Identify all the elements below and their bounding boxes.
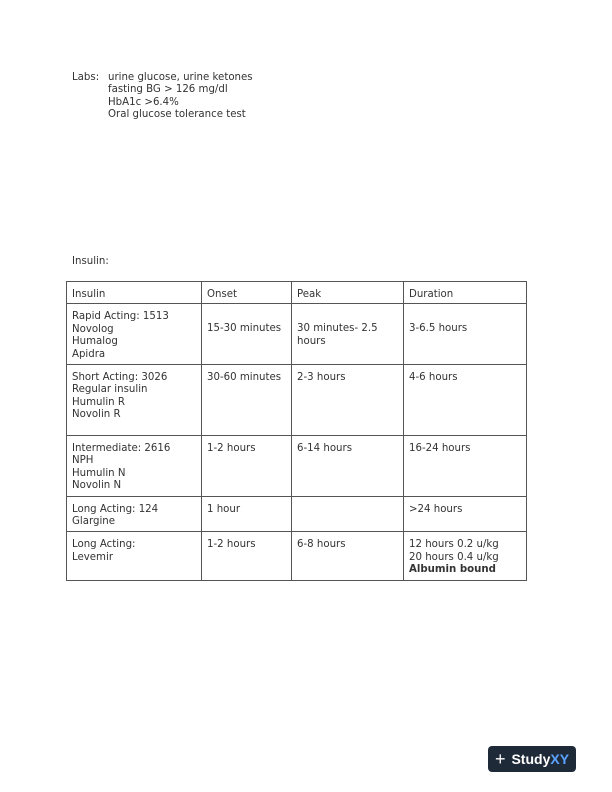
- insulin-heading: Insulin:: [72, 256, 109, 267]
- duration-value: >24 hours: [409, 503, 463, 515]
- duration-value: 4-6 hours: [409, 372, 458, 384]
- insulin-table: [66, 281, 527, 581]
- insulin-brand: Humulin R: [72, 396, 125, 408]
- cell-peak: [292, 496, 404, 532]
- cell-insulin: [67, 496, 202, 532]
- peak-value: 6-14 hours: [297, 443, 353, 455]
- cell-onset: [202, 304, 292, 365]
- insulin-type: Long Acting:: [72, 539, 136, 551]
- insulin-type: Intermediate: 2616: [72, 443, 171, 455]
- cell-peak: [292, 532, 404, 580]
- header-onset: Onset: [202, 282, 292, 304]
- insulin-brand: Apidra: [72, 348, 106, 360]
- table-row: [67, 365, 527, 436]
- peak-value: 6-8 hours: [297, 539, 346, 551]
- onset-value: 1 hour: [207, 503, 241, 515]
- labs-label: Labs:: [72, 72, 100, 83]
- insulin-brand: Glargine: [72, 516, 115, 528]
- duration-note: Albumin bound: [409, 564, 496, 576]
- labs-line: fasting BG > 126 mg/dl: [108, 84, 228, 96]
- cell-insulin: [67, 436, 202, 497]
- insulin-brand: Novolin R: [72, 409, 121, 421]
- table-row: [67, 496, 527, 532]
- cell-peak: [292, 365, 404, 436]
- labs-section: [72, 72, 253, 122]
- insulin-brand: NPH: [72, 455, 94, 467]
- logo-suffix: XY: [550, 750, 570, 767]
- cell-insulin: [67, 304, 202, 365]
- labs-line: Oral glucose tolerance test: [108, 109, 246, 121]
- peak-value: 2-3 hours: [297, 372, 346, 384]
- studyxy-logo: [488, 746, 576, 772]
- onset-value: 30-60 minutes: [207, 372, 282, 384]
- cell-duration: [404, 304, 527, 365]
- duration-value: 12 hours 0.2 u/kg: [409, 539, 499, 551]
- logo-text: [511, 750, 570, 767]
- onset-value: 1-2 hours: [207, 443, 256, 455]
- cell-onset: [202, 436, 292, 497]
- insulin-brand: Novolog: [72, 323, 114, 335]
- insulin-brand: Regular insulin: [72, 384, 148, 396]
- insulin-type: Long Acting: 124: [72, 503, 159, 515]
- labs-line: HbA1c >6.4%: [108, 96, 179, 108]
- peak-value: 30 minutes- 2.5 hours: [297, 323, 378, 347]
- header-insulin: Insulin: [67, 282, 202, 304]
- onset-value: 15-30 minutes: [207, 323, 282, 335]
- cell-peak: [292, 436, 404, 497]
- table-row: [67, 304, 527, 365]
- onset-value: 1-2 hours: [207, 539, 256, 551]
- table-header-row: [67, 282, 527, 304]
- header-duration: Duration: [404, 282, 527, 304]
- cell-duration: [404, 532, 527, 580]
- cell-insulin: [67, 532, 202, 580]
- cell-duration: [404, 436, 527, 497]
- header-peak: Peak: [292, 282, 404, 304]
- insulin-type: Short Acting: 3026: [72, 372, 168, 384]
- duration-value: 16-24 hours: [409, 443, 471, 455]
- insulin-brand: Humulin N: [72, 467, 126, 479]
- cell-onset: [202, 496, 292, 532]
- duration-value: 20 hours 0.4 u/kg: [409, 551, 499, 563]
- cell-onset: [202, 532, 292, 580]
- duration-value: 3-6.5 hours: [409, 323, 468, 335]
- table-row: [67, 436, 527, 497]
- insulin-brand: Humalog: [72, 336, 118, 348]
- table-row: [67, 532, 527, 580]
- insulin-type: Rapid Acting: 1513: [72, 311, 169, 323]
- plus-icon: +: [494, 749, 506, 769]
- logo-prefix: Study: [511, 750, 551, 767]
- insulin-brand: Novolin N: [72, 480, 122, 492]
- cell-duration: [404, 365, 527, 436]
- cell-peak: [292, 304, 404, 365]
- cell-onset: [202, 365, 292, 436]
- cell-insulin: [67, 365, 202, 436]
- cell-duration: [404, 496, 527, 532]
- insulin-brand: Levemir: [72, 551, 114, 563]
- labs-line: urine glucose, urine ketones: [108, 72, 253, 83]
